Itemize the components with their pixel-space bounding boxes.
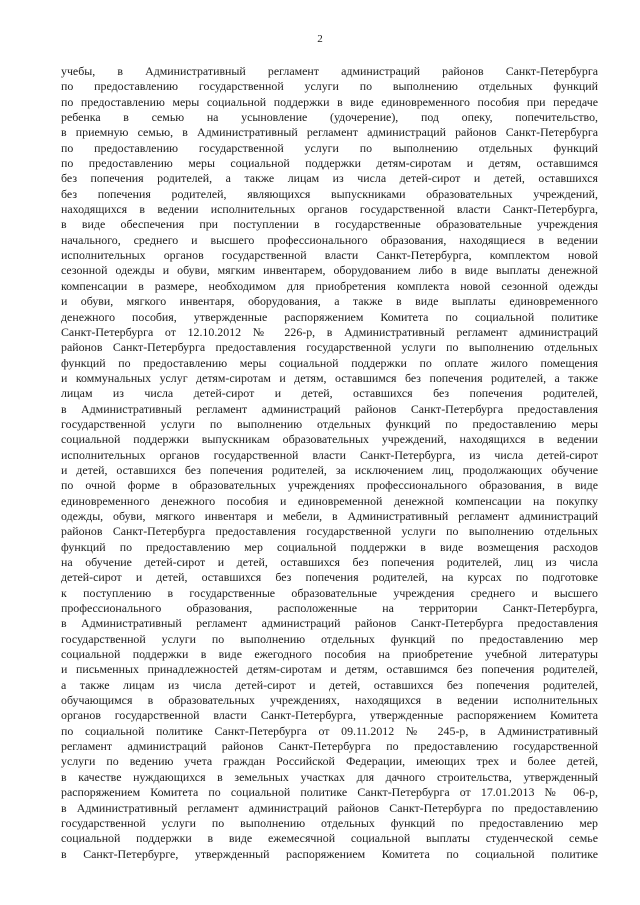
text-line: социальной поддержки выпускникам образовательных учреждений, находящихся в ведении [61,432,598,447]
text-line: и письменных принадлежностей детям-сиротам и детям, оставшимся без попечения родителей, [61,662,598,677]
text-line: распоряжением Комитета по социальной политике Санкт-Петербурга от 17.01.2013 № 06-р, [61,785,598,800]
text-line: лицам из числа детей-сирот и детей, оставшихся без попечения родителей, [61,386,598,401]
text-line: исполнительных органов государственной власти Санкт-Петербурга, из числа детей-сирот [61,447,598,462]
text-line: регламент администраций районов Санкт-Петербурга по предоставлению государственной [61,739,598,754]
text-line: услуги по ведению учета граждан Российской Федерации, имеющих трех и более детей, [61,754,598,769]
text-line: и детей, оставшихся без попечения родителей, за исключением лиц, продолжающих обучение [61,462,598,477]
text-line: профессионального образования, расположенные на территории Санкт-Петербурга, [61,601,598,616]
text-line: по предоставлению государственной услуги по выполнению отдельных функций [61,140,598,155]
text-line: органов государственной власти Санкт-Петербурга, утвержденные распоряжением Комитета [61,708,598,723]
text-line: денежного пособия, утвержденные распоряжением Комитета по социальной политике [61,309,598,324]
text-line: функций по предоставлению мер социальной поддержки в виде возмещения расходов [61,539,598,554]
text-line: по социальной политике Санкт-Петербурга от 09.11.2012 № 245-р, в Административный [61,723,598,738]
text-line: ребенка в семью на усыновление (удочерение), под опеку, попечительство, [61,110,598,125]
text-line: к поступлению в государственные образовательные учреждения среднего и высшего [61,585,598,600]
text-line: по очной форме в образовательных учреждениях профессионального образования, в виде [61,478,598,493]
text-line: и коммунальных услуг детям-сиротам и детям, оставшимся без попечения родителей, а также [61,370,598,385]
text-line: в качестве нуждающихся в земельных участках для дачного строительства, утвержденный [61,769,598,784]
text-line: в Административный регламент администраций районов Санкт-Петербурга предоставления [61,401,598,416]
text-line: сезонной одежды и обуви, мягким инвентарем, оборудованием либо в виде выплаты денежной [61,263,598,278]
text-line: а также лицам из числа детей-сирот и детей, оставшихся без попечения родителей, [61,677,598,692]
text-line: по предоставлению меры социальной поддержки детям-сиротам и детям, оставшимся [61,156,598,171]
text-line: без попечения родителей, а также лицам из числа детей-сирот и детей, оставшихся [61,171,598,186]
text-line: государственной услуги по выполнению отдельных функций по предоставлению мер [61,815,598,830]
text-line: по предоставлению меры социальной поддержки в виде единовременного пособия при передаче [61,94,598,109]
text-line: без попечения родителей, являющихся выпускниками образовательных учреждений, [61,186,598,201]
text-line: одежды, обуви, мягкого инвентаря и мебели, в Административный регламент администраций [61,508,598,523]
text-line: детей-сирот и детей, оставшихся без попечения родителей, на курсах по подготовке [61,570,598,585]
text-line: и обуви, мягкого инвентаря, оборудования, а также в виде выплаты единовременного [61,294,598,309]
page-number: 2 [317,33,323,45]
text-line: по предоставлению государственной услуги по выполнению отдельных функций [61,79,598,94]
text-line: функций по предоставлению меры социальной поддержки по оплате жилого помещения [61,355,598,370]
text-line: учебы, в Административный регламент администраций районов Санкт-Петербурга [61,64,598,78]
text-line: Санкт-Петербурга от 12.10.2012 № 226-р, в Административный регламент администраций [61,324,598,339]
text-line: социальной поддержки в виде ежемесячной социальной выплаты студенческой семье [61,831,598,846]
text-line: государственной услуги по выполнению отдельных функций по предоставлению меры [61,416,598,431]
text-line: в Административный регламент администраций районов Санкт-Петербурга предоставления [61,616,598,631]
text-line: на обучение детей-сирот и детей, оставшихся без попечения родителей, лиц из числа [61,555,598,569]
text-line: социальной поддержки в виде ежегодного пособия на приобретение учебной литературы [61,647,598,662]
body-paragraph [61,64,598,862]
text-line: обучающимся в образовательных учреждениях, находящихся в ведении исполнительных [61,693,598,708]
text-line: в Санкт-Петербурге, утвержденный распоряжением Комитета по социальной политике [61,846,598,861]
text-line: в Административный регламент администраций районов Санкт-Петербурга по предоставлению [61,800,598,815]
text-line: районов Санкт-Петербурга предоставления государственной услуги по выполнению отдельных [61,524,598,539]
text-line: компенсации в размере, необходимом для приобретения комплекта новой сезонной одежды [61,278,598,293]
text-line: находящихся в ведении исполнительных органов государственной власти Санкт-Петербурга, [61,202,598,217]
text-line: государственной услуги по выполнению отдельных функций по предоставлению мер [61,631,598,646]
text-line: районов Санкт-Петербурга предоставления государственной услуги по выполнению отдельных [61,340,598,355]
text-line: исполнительных органов государственной власти Санкт-Петербурга, комплектом новой [61,248,598,263]
text-line: в виде обеспечения при поступлении в государственные образовательные учреждения [61,217,598,232]
text-line: начального, среднего и высшего профессионального образования, находящиеся в ведении [61,232,598,247]
text-line: в приемную семью, в Административный регламент администраций районов Санкт-Петербурга [61,125,598,140]
text-line: единовременного денежного пособия и единовременной денежной компенсации на покупку [61,493,598,508]
